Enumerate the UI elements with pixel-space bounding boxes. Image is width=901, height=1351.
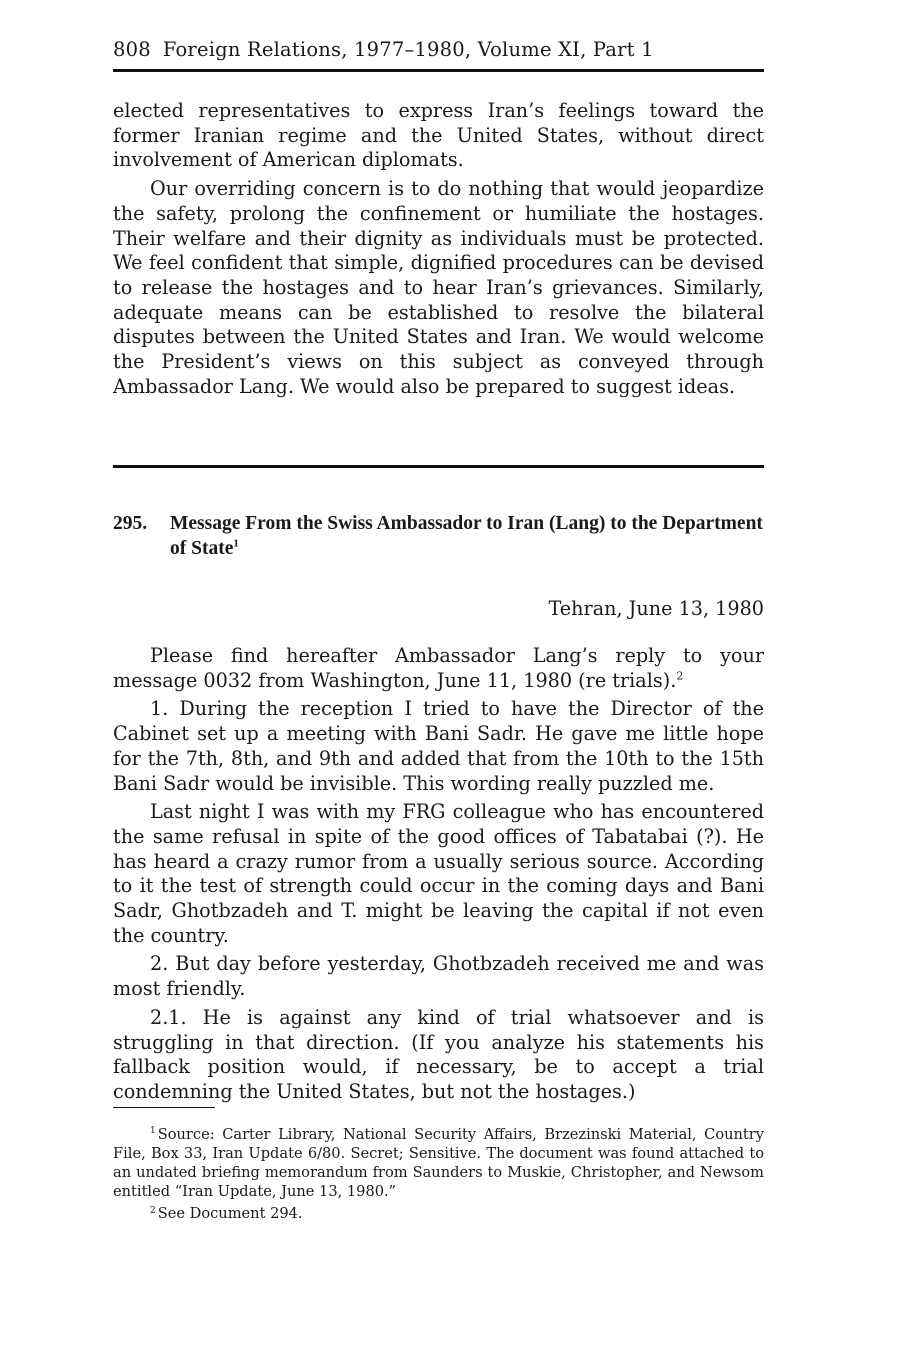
document-heading: [113, 511, 764, 561]
body-paragraph: 2.1. He is against any kind of trial whatsoever and is struggling in that direction. (If you analyze his statements his fallback position would, if necessary, be to accept a trial condemning the United States, but not the hostages.): [113, 1005, 764, 1103]
continued-paragraph: Our overriding concern is to do nothing that would jeopardize the safety, prolong the confinement or humiliate the hostages. Their welfare and their dignity as individuals must be protected. We feel confident that simple, dignified procedures can be devised to release the hostages and to hear Iran’s grievances. Similarly, adequate means can be established to resolve the bilateral disputes between the United States and Iran. We would welcome the President’s views on this subject as conveyed through Ambassador Lang. We would also be prepared to suggest ideas.: [113, 177, 764, 398]
document-page: [113, 37, 764, 1223]
footnote-text: Source: Carter Library, National Security Affairs, Brzezinski Material, Country File, Box 33, Iran Update 6/80. Secret; Sensitive. The document was found attached to an undated briefing memorandum from Saunders to Muskie, Christopher, and Newsom entitled “Iran Update, June 13, 1980.”: [113, 1126, 764, 1201]
footnotes: [113, 1125, 764, 1226]
body-paragraph: 1. During the reception I tried to have the Director of the Cabinet set up a meeting with Bani Sadr. He gave me little hope for the 7th, 8th, and 9th and added that from the 10th to the 15th Bani Sadr would be invisible. This wording really puzzled me.: [113, 697, 764, 795]
header-rule: [113, 69, 764, 72]
document-body: [113, 644, 764, 1109]
footnote: [113, 1204, 764, 1223]
footnote-rule: [113, 1107, 215, 1108]
body-paragraph: 2. But day before yesterday, Ghotbzadeh received me and was most friendly.: [113, 952, 764, 1001]
footnote-marker: 1: [150, 1126, 156, 1137]
intro-paragraph: [113, 644, 764, 693]
document-title: Message From the Swiss Ambassador to Iran (Lang) to the Department of State: [170, 513, 763, 559]
footnote-ref[interactable]: 2: [676, 669, 684, 683]
page-number: 808: [113, 38, 151, 61]
footnote-text: See Document 294.: [157, 1205, 303, 1223]
dateline: Tehran, June 13, 1980: [548, 597, 764, 620]
running-header: [113, 37, 764, 63]
footnote-marker: 2: [150, 1205, 156, 1216]
section-divider: [113, 465, 764, 468]
body-paragraph: Last night I was with my FRG colleague who has encountered the same refusal in spite of the good offices of Tabatabai (?). He has heard a crazy rumor from a usually serious source. According to it the test of strength could occur in the coming days and Bani Sadr, Ghotbzadeh and T. might be leaving the capital if not even the country.: [113, 800, 764, 947]
footnote: [113, 1125, 764, 1201]
continued-text: [113, 99, 764, 399]
running-title: Foreign Relations, 1977–1980, Volume XI, Part 1: [162, 38, 654, 61]
document-number: 295.: [113, 513, 148, 534]
document-title-wrap: [170, 511, 764, 561]
intro-text: Please find hereafter Ambassador Lang’s reply to your message 0032 from Washington, June 11, 1980 (re trials).: [113, 644, 764, 692]
continued-paragraph: elected representatives to express Iran’s feelings toward the former Iranian regime and the United States, without direct involvement of American diplomats.: [113, 99, 764, 172]
footnote-ref[interactable]: 1: [233, 537, 239, 550]
